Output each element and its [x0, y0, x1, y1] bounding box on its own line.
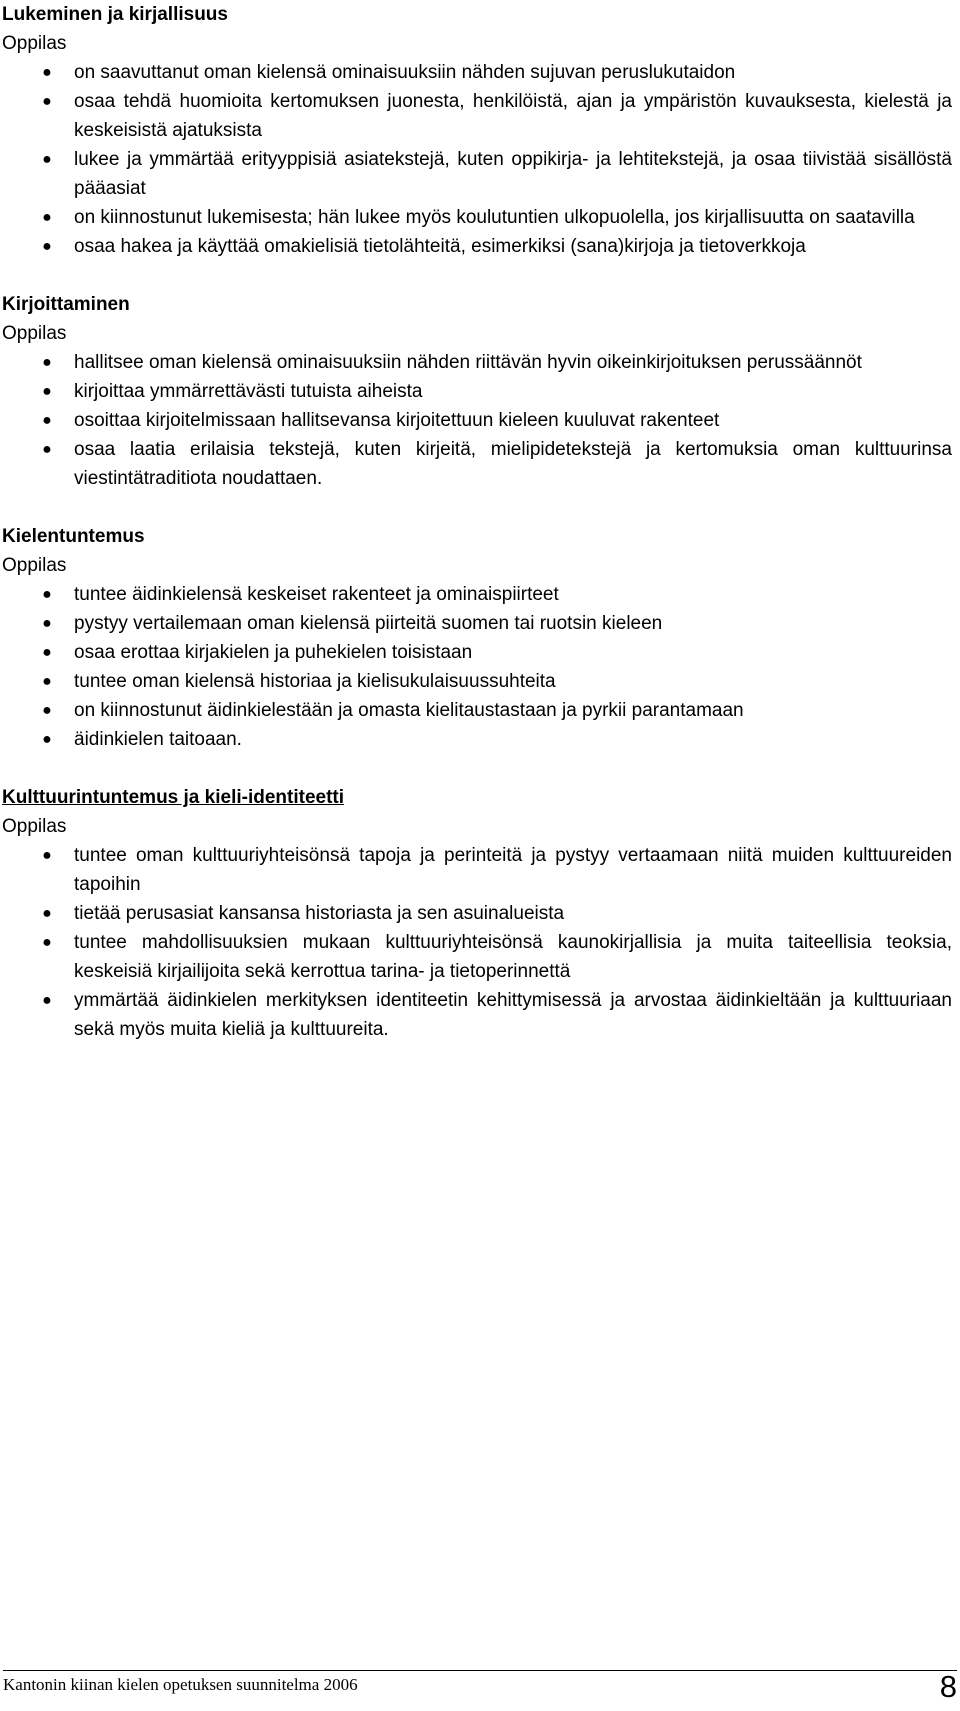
bullet-icon: ● — [42, 64, 52, 81]
section-kirjoittaminen — [2, 290, 952, 493]
list-item-text: tuntee oman kielensä historiaa ja kielisukulaisuussuhteita — [74, 671, 556, 692]
section-subject: Oppilas — [2, 816, 67, 837]
bullet-icon: ● — [42, 905, 52, 922]
bullet-icon: ● — [42, 615, 52, 632]
list-item — [2, 145, 952, 203]
bullet-icon: ● — [42, 934, 52, 951]
list-item — [2, 841, 952, 899]
bullet-icon: ● — [42, 702, 52, 719]
list-item-text: ymmärtää äidinkielen merkityksen identiteetin kehittymisessä ja arvostaa äidinkieltään ja kulttuuriaan sekä myös muita kieliä ja kulttuureita. — [74, 990, 952, 1040]
list-item — [2, 725, 952, 754]
list-item-text: on saavuttanut oman kielensä ominaisuuksiin nähden sujuvan peruslukutaidon — [74, 62, 736, 83]
bullet-list — [2, 841, 952, 1044]
bullet-icon: ● — [42, 731, 52, 748]
bullet-icon: ● — [42, 151, 52, 168]
list-item-text: tuntee oman kulttuuriyhteisönsä tapoja ja perinteitä ja pystyy vertaamaan niitä muiden kulttuureiden tapoihin — [74, 845, 952, 895]
list-item-text: osaa laatia erilaisia tekstejä, kuten kirjeitä, mielipidetekstejä ja kertomuksia oman kulttuurinsa viestintätraditiota noudattaen. — [74, 439, 952, 489]
list-item-text: tuntee äidinkielensä keskeiset rakenteet ja ominaispiirteet — [74, 584, 559, 605]
list-item — [2, 377, 952, 406]
list-item-text: äidinkielen taitoaan. — [74, 729, 242, 750]
section-subject: Oppilas — [2, 33, 67, 54]
section-heading: Kulttuurintuntemus ja kieli-identiteetti — [2, 787, 345, 808]
list-item-text: tietää perusasiat kansansa historiasta ja sen asuinalueista — [74, 903, 565, 924]
bullet-icon: ● — [42, 412, 52, 429]
list-item — [2, 899, 952, 928]
section-kielentuntemus — [2, 522, 952, 754]
list-item — [2, 696, 952, 725]
page-footer — [3, 1670, 957, 1711]
list-item-text: pystyy vertailemaan oman kielensä piirteitä suomen tai ruotsin kieleen — [74, 613, 663, 634]
list-item — [2, 406, 952, 435]
section-lukeminen — [2, 0, 952, 261]
footer-title: Kantonin kiinan kielen opetuksen suunnitelma 2006 — [3, 1675, 358, 1694]
list-item-text: osaa erottaa kirjakielen ja puhekielen toisistaan — [74, 642, 473, 663]
section-subject: Oppilas — [2, 323, 67, 344]
section-heading: Kirjoittaminen — [2, 294, 130, 315]
list-item — [2, 928, 952, 986]
list-item-text: tuntee mahdollisuuksien mukaan kulttuuriyhteisönsä kaunokirjallisia ja muita taiteellisia teoksia, keskeisiä kirjailijoita sekä kerrottua tarina- ja tietoperinnettä — [74, 932, 952, 982]
section-heading: Kielentuntemus — [2, 526, 145, 547]
list-item-text: osaa tehdä huomioita kertomuksen juonesta, henkilöistä, ajan ja ympäristön kuvauksesta, kielestä ja keskeisistä ajatuksista — [74, 91, 952, 141]
section-subject: Oppilas — [2, 555, 67, 576]
list-item — [2, 986, 952, 1044]
bullet-icon: ● — [42, 238, 52, 255]
bullet-list — [2, 348, 952, 493]
list-item — [2, 667, 952, 696]
list-item-text: osaa hakea ja käyttää omakielisiä tietolähteitä, esimerkiksi (sana)kirjoja ja tietoverkkoja — [74, 236, 806, 257]
bullet-list — [2, 58, 952, 261]
bullet-icon: ● — [42, 673, 52, 690]
list-item — [2, 638, 952, 667]
list-item-text: lukee ja ymmärtää erityyppisiä asiatekstejä, kuten oppikirja- ja lehtitekstejä, ja osaa tiivistää sisällöstä pääasiat — [74, 149, 952, 199]
document-body — [2, 0, 952, 1044]
bullet-icon: ● — [42, 93, 52, 110]
bullet-icon: ● — [42, 586, 52, 603]
bullet-icon: ● — [42, 992, 52, 1009]
list-item-text: kirjoittaa ymmärrettävästi tutuista aiheista — [74, 381, 423, 402]
list-item — [2, 87, 952, 145]
section-heading: Lukeminen ja kirjallisuus — [2, 4, 228, 25]
list-item-text: osoittaa kirjoitelmissaan hallitsevansa kirjoitettuun kieleen kuuluvat rakenteet — [74, 410, 720, 431]
page-number: 8 — [939, 1669, 957, 1704]
section-kulttuurintuntemus — [2, 783, 952, 1044]
list-item — [2, 232, 952, 261]
list-item — [2, 435, 952, 493]
bullet-icon: ● — [42, 383, 52, 400]
bullet-icon: ● — [42, 847, 52, 864]
list-item — [2, 203, 952, 232]
list-item-text: on kiinnostunut äidinkielestään ja omasta kielitaustastaan ja pyrkii parantamaan — [74, 700, 744, 721]
bullet-icon: ● — [42, 354, 52, 371]
list-item-text: hallitsee oman kielensä ominaisuuksiin nähden riittävän hyvin oikeinkirjoituksen perussäännöt — [74, 352, 862, 373]
list-item — [2, 609, 952, 638]
list-item-text: on kiinnostunut lukemisesta; hän lukee myös koulutuntien ulkopuolella, jos kirjallisuutta on saatavilla — [74, 207, 915, 228]
bullet-icon: ● — [42, 209, 52, 226]
bullet-icon: ● — [42, 644, 52, 661]
list-item — [2, 580, 952, 609]
list-item — [2, 58, 952, 87]
bullet-list — [2, 580, 952, 754]
list-item — [2, 348, 952, 377]
bullet-icon: ● — [42, 441, 52, 458]
